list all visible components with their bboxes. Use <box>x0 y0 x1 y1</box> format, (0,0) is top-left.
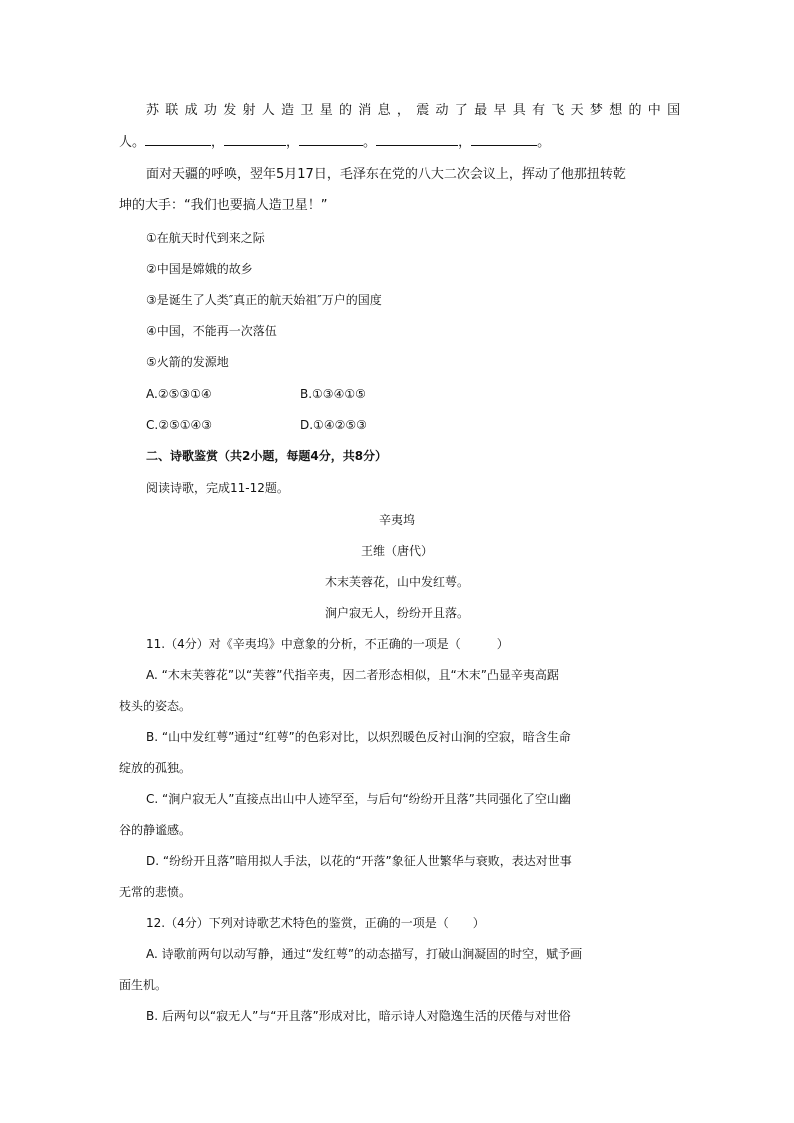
question-12-option-b-line-1[interactable]: B. 后两句以“寂无人”与“开且落”形成对比，暗示诗人对隐逸生活的厌倦与对世俗 <box>146 1009 571 1023</box>
poem-line-2: 涧户寂无人，纷纷开且落。 <box>324 606 469 620</box>
choice-c[interactable]: C.②⑤①④③ <box>146 418 212 432</box>
passage-line-4: 坤的大手：“我们也要搞人造卫星！” <box>119 198 328 213</box>
question-12-stem: 12.（4分）下列对诗歌艺术特色的鉴赏，正确的一项是（ ） <box>146 916 485 930</box>
option-2: ②中国是嫦娥的故乡 <box>146 262 253 276</box>
poem-line-1: 木末芙蓉花，山中发红萼。 <box>324 575 469 589</box>
blank-separator-3: 。 <box>363 135 377 150</box>
question-11-stem: 11.（4分）对《辛夷坞》中意象的分析，不正确的一项是（ ） <box>146 637 509 651</box>
blank-separator-2: ， <box>286 135 300 150</box>
passage-line-2-end: 。 <box>537 135 551 150</box>
question-11-option-d-line-1[interactable]: D. “纷纷开且落”暗用拟人手法，以花的“开落”象征人世繁华与衰败，表达对世事 <box>146 854 572 868</box>
question-11-option-b-line-2: 绽放的孤独。 <box>119 761 192 775</box>
passage-line-3: 面对天疆的呼唤，翌年5月17日，毛泽东在党的八大二次会议上，挥动了他那扭转乾 <box>146 167 626 182</box>
passage-line-1: 苏联成功发射人造卫星的消息，震动了最早具有飞天梦想的中国 <box>146 103 687 118</box>
answer-blank-4[interactable] <box>376 133 458 146</box>
passage-line-2-blanks <box>119 133 550 152</box>
question-11-option-a-line-2: 枝头的姿态。 <box>119 699 192 713</box>
blank-separator-4: ， <box>458 135 472 150</box>
option-1: ①在航天时代到来之际 <box>146 231 265 245</box>
blank-separator-1: ， <box>211 135 225 150</box>
poem-title: 辛夷坞 <box>378 513 415 527</box>
question-11-option-d-line-2: 无常的悲愤。 <box>119 885 192 899</box>
question-11-option-a-line-1[interactable]: A. “木末芙蓉花”以“芙蓉”代指辛夷，因二者形态相似，且“木末”凸显辛夷高踞 <box>146 668 559 682</box>
choice-a[interactable]: A.②⑤③①④ <box>146 387 212 401</box>
question-12-option-a-line-1[interactable]: A. 诗歌前两句以动写静，通过“发红萼”的动态描写，打破山涧凝固的时空，赋予画 <box>146 947 583 961</box>
section-2-heading: 二、诗歌鉴赏（共2小题，每题4分，共8分） <box>146 449 388 463</box>
passage-line-2-start: 人。 <box>119 135 146 150</box>
choice-d[interactable]: D.①④②⑤③ <box>300 418 367 432</box>
question-12-option-a-line-2: 面生机。 <box>119 978 168 992</box>
section-2-instruction: 阅读诗歌，完成11-12题。 <box>146 481 289 495</box>
question-11-option-b-line-1[interactable]: B. “山中发红萼”通过“红萼”的色彩对比，以炽烈暖色反衬山涧的空寂，暗含生命 <box>146 730 571 744</box>
choice-b[interactable]: B.①③④①⑤ <box>300 387 366 401</box>
poem-author: 王维（唐代） <box>360 544 433 558</box>
answer-blank-3[interactable] <box>299 133 363 146</box>
answer-blank-5[interactable] <box>471 133 537 146</box>
option-5: ⑤火箭的发源地 <box>146 355 229 369</box>
question-11-option-c-line-1[interactable]: C. “涧户寂无人”直接点出山中人迹罕至，与后句“纷纷开且落”共同强化了空山幽 <box>146 792 571 806</box>
option-3: ③是诞生了人类″真正的航天始祖″万户的国度 <box>146 293 382 307</box>
question-11-option-c-line-2: 谷的静谧感。 <box>119 823 192 837</box>
answer-blank-1[interactable] <box>145 133 211 146</box>
option-4: ④中国，不能再一次落伍 <box>146 324 277 338</box>
answer-blank-2[interactable] <box>224 133 286 146</box>
